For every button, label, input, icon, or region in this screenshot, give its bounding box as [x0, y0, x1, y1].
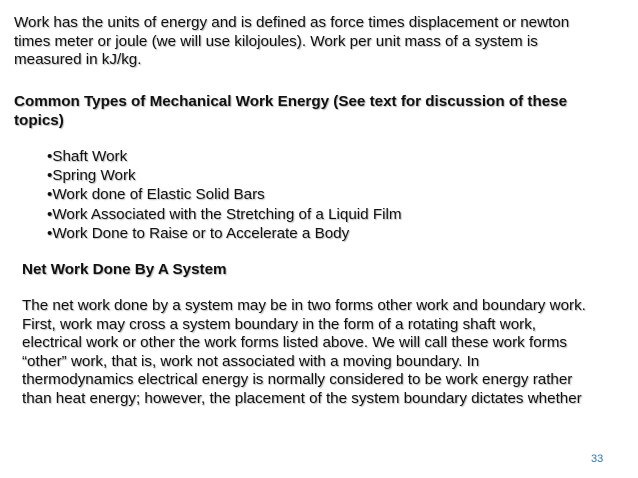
list-item [47, 205, 607, 224]
list-item [47, 224, 607, 243]
common-types-heading [14, 93, 629, 130]
net-work-line: than heat energy; however, the placement of the system boundary dictates whether [22, 389, 582, 407]
net-work-paragraph [22, 297, 634, 409]
net-work-heading [22, 261, 622, 280]
bullet-marker: • [47, 224, 53, 242]
list-item-text: Work Done to Raise or to Accelerate a Body [52, 224, 350, 242]
page-number: 33 [591, 453, 604, 465]
common-types-heading-line: topics) [14, 111, 64, 129]
intro-line: measured in kJ/kg. [14, 51, 142, 69]
net-work-line: The net work done by a system may be in two forms other work and boundary work. [22, 297, 586, 314]
bullet-marker: • [47, 205, 53, 223]
net-work-line: thermodynamics electrical energy is normally considered to be work energy rather [22, 371, 573, 389]
intro-paragraph [14, 14, 629, 70]
list-item [47, 166, 607, 185]
list-item [47, 147, 607, 166]
intro-line: times meter or joule (we will use kilojoules). Work per unit mass of a system is [14, 32, 538, 50]
list-item-text: Shaft Work [52, 148, 128, 165]
work-types-list [47, 147, 607, 243]
bullet-marker: • [47, 148, 53, 165]
list-item-text: Spring Work [52, 167, 136, 185]
bullet-marker: • [47, 167, 53, 185]
list-item [47, 185, 607, 204]
common-types-heading-line: Common Types of Mechanical Work Energy (See text for discussion of these [14, 93, 568, 110]
net-work-line: electrical work or other the work forms listed above. We will call these work forms [22, 334, 567, 352]
list-item-text: Work done of Elastic Solid Bars [52, 186, 265, 204]
net-work-heading-text: Net Work Done By A System [22, 261, 227, 278]
list-item-text: Work Associated with the Stretching of a Liquid Film [52, 205, 402, 223]
intro-line: Work has the units of energy and is defined as force times displacement or newton [14, 14, 570, 31]
net-work-line: First, work may cross a system boundary in the form of a rotating shaft work, [22, 315, 537, 333]
bullet-marker: • [47, 186, 53, 204]
net-work-line: “other” work, that is, work not associated with a moving boundary. In [22, 352, 480, 370]
